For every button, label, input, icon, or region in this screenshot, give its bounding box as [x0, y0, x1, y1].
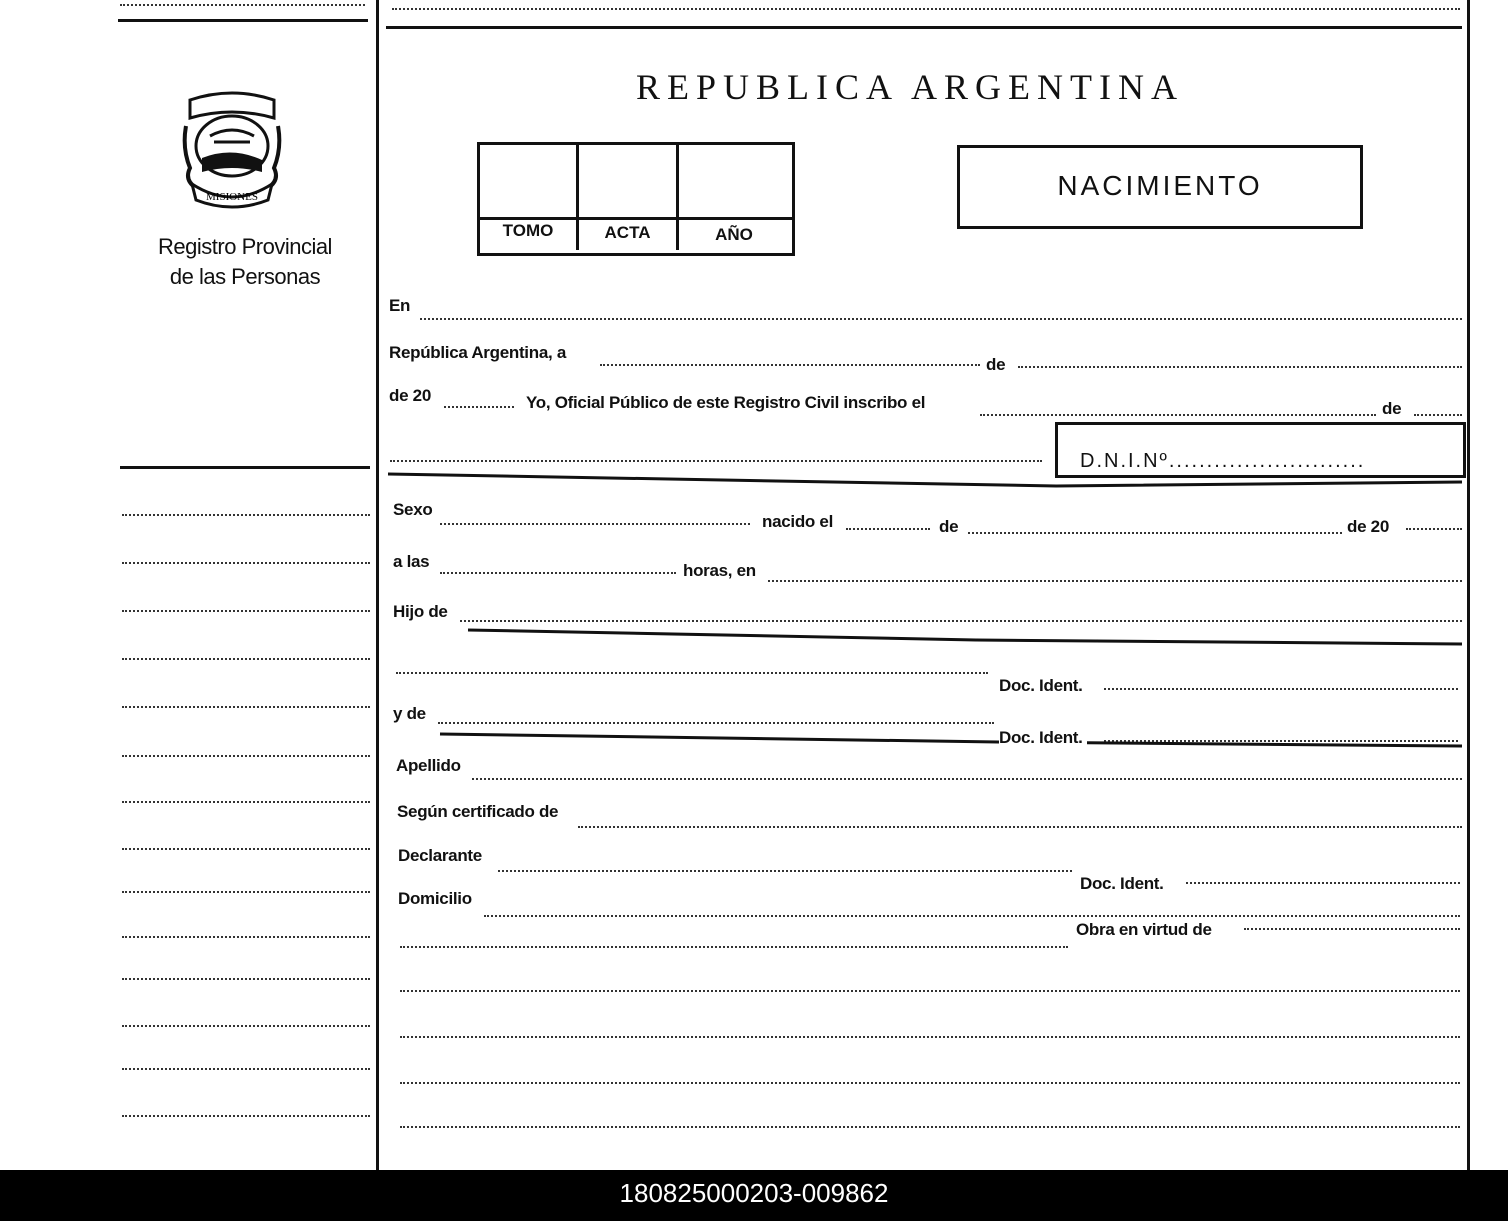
sidebar-note-line[interactable]: [122, 1068, 370, 1070]
top-dotline: [392, 8, 1460, 10]
apellido-field[interactable]: [472, 778, 1462, 780]
acta-field[interactable]: [579, 145, 676, 217]
sexo-field[interactable]: [440, 523, 750, 525]
domicilio-label: Domicilio: [398, 889, 476, 909]
inscripcion-de-field[interactable]: [1414, 414, 1462, 416]
observation-line[interactable]: [400, 1036, 1460, 1038]
padre-continued-field[interactable]: [396, 672, 988, 674]
grid-label-rule: [480, 217, 792, 220]
nacido-year-field[interactable]: [1406, 528, 1462, 530]
footer-bar: [0, 1170, 1508, 1221]
ano-label: AÑO: [715, 225, 753, 244]
observation-line[interactable]: [400, 990, 1460, 992]
country-title: REPUBLICA ARGENTINA: [636, 67, 1185, 107]
parent-bracket-rule: [466, 622, 1466, 658]
y-de-label: y de: [393, 704, 430, 724]
sidebar-note-line[interactable]: [122, 801, 370, 803]
document-id: 180825000203-009862: [619, 1178, 889, 1208]
domicilio-field[interactable]: [484, 915, 1460, 917]
header-top-rule: [386, 26, 1462, 29]
sexo-label: Sexo: [393, 500, 436, 520]
sidebar-note-line[interactable]: [122, 514, 370, 516]
hora-field[interactable]: [440, 572, 676, 574]
day-field[interactable]: [600, 364, 980, 366]
sidebar-top-dotline: [120, 4, 365, 6]
inscripcion-continued-field[interactable]: [390, 460, 1042, 462]
horas-label: horas, en: [683, 561, 760, 581]
ano-field[interactable]: [679, 145, 789, 217]
month-field[interactable]: [1018, 366, 1462, 368]
observation-line[interactable]: [400, 1126, 1460, 1128]
de-20-label: de 20: [389, 386, 435, 406]
hijo-de-label: Hijo de: [393, 602, 452, 622]
sidebar-note-line[interactable]: [122, 1025, 370, 1027]
doc-ident-label: Doc. Ident.: [999, 676, 1087, 696]
sidebar-top-rule: [118, 19, 368, 22]
certificado-field[interactable]: [578, 826, 1462, 828]
obra-virtud-label: Obra en virtud de: [1076, 920, 1216, 940]
dni-label: D.N.I.Nº..........................: [1080, 450, 1366, 472]
sidebar-note-line[interactable]: [122, 891, 370, 893]
section-divider: [386, 466, 1466, 494]
a-las-label: a las: [393, 552, 433, 572]
lugar-nacimiento-field[interactable]: [768, 580, 1462, 582]
oficial-label: Yo, Oficial Público de este Registro Civil inscribo el: [526, 393, 929, 413]
declarante-label: Declarante: [398, 846, 486, 866]
mother-bracket-rule: [438, 726, 1466, 756]
de-label: de: [1382, 399, 1405, 419]
svg-text:MISIONES: MISIONES: [206, 191, 258, 203]
sidebar-note-line[interactable]: [122, 562, 370, 564]
de-label: de: [986, 355, 1009, 375]
apellido-label: Apellido: [396, 756, 465, 776]
org-name-line1: Registro Provincial: [158, 234, 332, 259]
act-type-box: [957, 145, 1363, 229]
act-type-label: NACIMIENTO: [1057, 170, 1263, 201]
madre-field[interactable]: [438, 722, 994, 724]
doc-ident-label: Doc. Ident.: [1080, 874, 1168, 894]
org-name: [130, 232, 360, 292]
sidebar-note-line[interactable]: [122, 610, 370, 612]
tomo-label: TOMO: [502, 221, 554, 240]
sidebar-note-line[interactable]: [122, 848, 370, 850]
sidebar-note-line[interactable]: [122, 658, 370, 660]
declarante-field[interactable]: [498, 870, 1072, 872]
declarante-doc-field[interactable]: [1186, 882, 1460, 884]
en-label: En: [389, 296, 414, 316]
inscripcion-field[interactable]: [980, 414, 1376, 416]
en-field[interactable]: [420, 318, 1462, 320]
domicilio-continued-field[interactable]: [400, 946, 1068, 948]
sidebar-divider: [376, 0, 379, 1170]
sidebar-note-line[interactable]: [122, 755, 370, 757]
sidebar-note-line[interactable]: [122, 706, 370, 708]
sidebar-mid-rule: [120, 466, 370, 469]
nacido-label: nacido el: [762, 512, 837, 532]
tomo-field[interactable]: [480, 145, 576, 217]
misiones-seal-icon: [180, 88, 284, 212]
nacido-day-field[interactable]: [846, 528, 930, 530]
year-field[interactable]: [444, 406, 514, 408]
certificado-label: Según certificado de: [397, 802, 562, 822]
right-border: [1467, 0, 1470, 1170]
republica-label: República Argentina, a: [389, 343, 570, 363]
observation-line[interactable]: [400, 1082, 1460, 1084]
sidebar-note-line[interactable]: [122, 1115, 370, 1117]
nacido-month-field[interactable]: [968, 532, 1342, 534]
acta-label: ACTA: [604, 223, 651, 242]
doc-ident-label: Doc. Ident.: [999, 728, 1087, 748]
padre-doc-field[interactable]: [1104, 688, 1458, 690]
obra-virtud-field[interactable]: [1244, 928, 1460, 930]
de-label: de: [939, 517, 962, 537]
de-20-label: de 20: [1347, 517, 1393, 537]
sidebar-note-line[interactable]: [122, 978, 370, 980]
sidebar-note-line[interactable]: [122, 936, 370, 938]
org-name-line2: de las Personas: [169, 264, 321, 289]
